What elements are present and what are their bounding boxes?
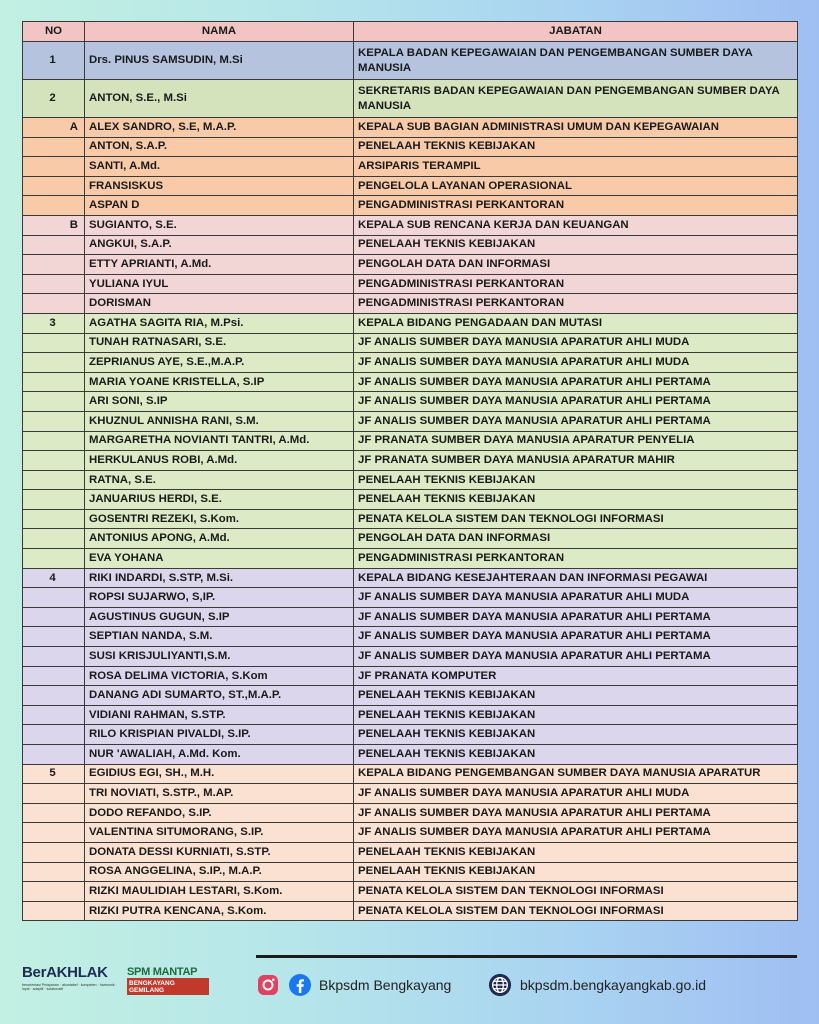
row-no-cell: [23, 823, 85, 843]
table-row: [23, 42, 798, 80]
row-jabatan-cell: JF ANALIS SUMBER DAYA MANUSIA APARATUR AHLI PERTAMA: [354, 647, 798, 667]
row-no-cell: B: [23, 215, 85, 235]
header-jabatan: JABATAN: [354, 22, 798, 42]
row-jabatan-cell: PENATA KELOLA SISTEM DAN TEKNOLOGI INFORMASI: [354, 509, 798, 529]
row-nama-cell: FRANSISKUS: [85, 176, 354, 196]
row-nama-cell: ANTONIUS APONG, A.Md.: [85, 529, 354, 549]
globe-icon: [488, 973, 512, 997]
row-nama-cell: RILO KRISPIAN PIVALDI, S.IP.: [85, 725, 354, 745]
row-nama-cell: YULIANA IYUL: [85, 274, 354, 294]
row-nama-cell: VALENTINA SITUMORANG, S.IP.: [85, 823, 354, 843]
row-nama-cell: ALEX SANDRO, S.E, M.A.P.: [85, 118, 354, 138]
row-nama-cell: SUGIANTO, S.E.: [85, 215, 354, 235]
table-row: [23, 353, 798, 373]
table-row: [23, 215, 798, 235]
table-row: [23, 470, 798, 490]
row-jabatan-cell: ARSIPARIS TERAMPIL: [354, 157, 798, 177]
row-nama-cell: MARGARETHA NOVIANTI TANTRI, A.Md.: [85, 431, 354, 451]
row-nama-cell: ETTY APRIANTI, A.Md.: [85, 255, 354, 275]
row-no-cell: [23, 392, 85, 412]
row-nama-cell: EVA YOHANA: [85, 549, 354, 569]
row-jabatan-cell: JF ANALIS SUMBER DAYA MANUSIA APARATUR AHLI PERTAMA: [354, 372, 798, 392]
table-row: [23, 255, 798, 275]
table-row: [23, 490, 798, 510]
table-row: [23, 803, 798, 823]
table-row: [23, 235, 798, 255]
row-no-cell: [23, 235, 85, 255]
row-jabatan-cell: PENGOLAH DATA DAN INFORMASI: [354, 255, 798, 275]
row-no-cell: [23, 686, 85, 706]
spm-mantap-logo: [127, 966, 209, 996]
table-row: [23, 274, 798, 294]
row-nama-cell: ARI SONI, S.IP: [85, 392, 354, 412]
row-no-cell: 1: [23, 42, 85, 80]
table-row: [23, 647, 798, 667]
row-nama-cell: Drs. PINUS SAMSUDIN, M.Si: [85, 42, 354, 80]
row-jabatan-cell: JF PRANATA SUMBER DAYA MANUSIA APARATUR PENYELIA: [354, 431, 798, 451]
table-row: [23, 588, 798, 608]
row-nama-cell: JANUARIUS HERDI, S.E.: [85, 490, 354, 510]
row-jabatan-cell: PENELAAH TEKNIS KEBIJAKAN: [354, 686, 798, 706]
row-no-cell: [23, 705, 85, 725]
row-jabatan-cell: JF PRANATA KOMPUTER: [354, 666, 798, 686]
row-no-cell: [23, 784, 85, 804]
table-row: [23, 118, 798, 138]
row-no-cell: [23, 431, 85, 451]
table-row: [23, 901, 798, 921]
website-url: bkpsdm.bengkayangkab.go.id: [520, 977, 707, 993]
row-jabatan-cell: KEPALA BIDANG PENGADAAN DAN MUTASI: [354, 313, 798, 333]
facebook-icon: [288, 973, 312, 997]
row-no-cell: [23, 588, 85, 608]
row-jabatan-cell: KEPALA SUB BAGIAN ADMINISTRASI UMUM DAN KEPEGAWAIAN: [354, 118, 798, 138]
row-no-cell: 2: [23, 80, 85, 118]
row-nama-cell: SUSI KRISJULIYANTI,S.M.: [85, 647, 354, 667]
row-jabatan-cell: KEPALA BADAN KEPEGAWAIAN DAN PENGEMBANGAN SUMBER DAYA MANUSIA: [354, 42, 798, 80]
row-no-cell: [23, 803, 85, 823]
row-jabatan-cell: JF ANALIS SUMBER DAYA MANUSIA APARATUR AHLI PERTAMA: [354, 803, 798, 823]
row-nama-cell: ZEPRIANUS AYE, S.E.,M.A.P.: [85, 353, 354, 373]
row-nama-cell: RIKI INDARDI, S.STP, M.Si.: [85, 568, 354, 588]
row-nama-cell: HERKULANUS ROBI, A.Md.: [85, 451, 354, 471]
row-no-cell: [23, 451, 85, 471]
row-no-cell: [23, 725, 85, 745]
table-row: [23, 509, 798, 529]
row-jabatan-cell: PENELAAH TEKNIS KEBIJAKAN: [354, 705, 798, 725]
row-jabatan-cell: PENGADMINISTRASI PERKANTORAN: [354, 549, 798, 569]
facebook-handle: Bkpsdm Bengkayang: [319, 977, 452, 993]
row-nama-cell: ROSA DELIMA VICTORIA, S.Kom: [85, 666, 354, 686]
table-row: [23, 176, 798, 196]
row-nama-cell: RATNA, S.E.: [85, 470, 354, 490]
row-no-cell: [23, 842, 85, 862]
row-nama-cell: RIZKI MAULIDIAH LESTARI, S.Kom.: [85, 882, 354, 902]
table-row: [23, 196, 798, 216]
row-no-cell: [23, 490, 85, 510]
table-row: [23, 137, 798, 157]
row-nama-cell: SANTI, A.Md.: [85, 157, 354, 177]
table-row: [23, 333, 798, 353]
table-header-row: [23, 22, 798, 42]
berakhlak-logo: [22, 964, 122, 1000]
row-jabatan-cell: JF ANALIS SUMBER DAYA MANUSIA APARATUR AHLI PERTAMA: [354, 607, 798, 627]
row-jabatan-cell: JF ANALIS SUMBER DAYA MANUSIA APARATUR AHLI MUDA: [354, 333, 798, 353]
row-no-cell: [23, 274, 85, 294]
row-no-cell: [23, 607, 85, 627]
row-no-cell: 4: [23, 568, 85, 588]
row-no-cell: [23, 647, 85, 667]
table-row: [23, 607, 798, 627]
footer-divider: [256, 955, 797, 958]
row-nama-cell: TUNAH RATNASARI, S.E.: [85, 333, 354, 353]
row-jabatan-cell: PENGADMINISTRASI PERKANTORAN: [354, 196, 798, 216]
row-no-cell: [23, 137, 85, 157]
table-row: [23, 80, 798, 118]
row-no-cell: [23, 196, 85, 216]
table-row: [23, 627, 798, 647]
row-nama-cell: TRI NOVIATI, S.STP., M.AP.: [85, 784, 354, 804]
row-jabatan-cell: KEPALA BIDANG PENGEMBANGAN SUMBER DAYA MANUSIA APARATUR: [354, 764, 798, 784]
instagram-link[interactable]: [256, 973, 280, 997]
row-no-cell: [23, 176, 85, 196]
table-row: [23, 686, 798, 706]
row-no-cell: [23, 882, 85, 902]
table-row: [23, 842, 798, 862]
row-no-cell: [23, 666, 85, 686]
table-row: [23, 764, 798, 784]
row-no-cell: 5: [23, 764, 85, 784]
row-jabatan-cell: PENGADMINISTRASI PERKANTORAN: [354, 274, 798, 294]
table-row: [23, 372, 798, 392]
row-jabatan-cell: JF ANALIS SUMBER DAYA MANUSIA APARATUR AHLI PERTAMA: [354, 627, 798, 647]
row-jabatan-cell: PENATA KELOLA SISTEM DAN TEKNOLOGI INFORMASI: [354, 882, 798, 902]
row-nama-cell: SEPTIAN NANDA, S.M.: [85, 627, 354, 647]
row-jabatan-cell: PENGOLAH DATA DAN INFORMASI: [354, 529, 798, 549]
row-jabatan-cell: PENELAAH TEKNIS KEBIJAKAN: [354, 470, 798, 490]
header-no: NO: [23, 22, 85, 42]
row-jabatan-cell: PENELAAH TEKNIS KEBIJAKAN: [354, 490, 798, 510]
row-nama-cell: DODO REFANDO, S.IP.: [85, 803, 354, 823]
row-jabatan-cell: JF PRANATA SUMBER DAYA MANUSIA APARATUR MAHIR: [354, 451, 798, 471]
row-nama-cell: EGIDIUS EGI, SH., M.H.: [85, 764, 354, 784]
row-no-cell: [23, 411, 85, 431]
row-jabatan-cell: JF ANALIS SUMBER DAYA MANUSIA APARATUR AHLI PERTAMA: [354, 823, 798, 843]
table-row: [23, 745, 798, 765]
table-row: [23, 157, 798, 177]
row-nama-cell: DORISMAN: [85, 294, 354, 314]
row-no-cell: [23, 862, 85, 882]
row-nama-cell: AGUSTINUS GUGUN, S.IP: [85, 607, 354, 627]
header-nama: NAMA: [85, 22, 354, 42]
row-no-cell: [23, 333, 85, 353]
row-jabatan-cell: JF ANALIS SUMBER DAYA MANUSIA APARATUR AHLI MUDA: [354, 353, 798, 373]
facebook-link[interactable]: [288, 973, 451, 997]
row-jabatan-cell: JF ANALIS SUMBER DAYA MANUSIA APARATUR AHLI PERTAMA: [354, 411, 798, 431]
row-no-cell: [23, 745, 85, 765]
row-jabatan-cell: KEPALA BIDANG KESEJAHTERAAN DAN INFORMASI PEGAWAI: [354, 568, 798, 588]
personnel-table-wrapper: [22, 21, 797, 921]
row-nama-cell: MARIA YOANE KRISTELLA, S.IP: [85, 372, 354, 392]
row-nama-cell: KHUZNUL ANNISHA RANI, S.M.: [85, 411, 354, 431]
table-row: [23, 882, 798, 902]
table-row: [23, 862, 798, 882]
table-body: [23, 42, 798, 921]
row-no-cell: 3: [23, 313, 85, 333]
row-jabatan-cell: PENELAAH TEKNIS KEBIJAKAN: [354, 725, 798, 745]
table-row: [23, 431, 798, 451]
row-jabatan-cell: KEPALA SUB RENCANA KERJA DAN KEUANGAN: [354, 215, 798, 235]
table-row: [23, 392, 798, 412]
table-row: [23, 823, 798, 843]
row-nama-cell: ANTON, S.E., M.Si: [85, 80, 354, 118]
row-no-cell: [23, 549, 85, 569]
row-jabatan-cell: JF ANALIS SUMBER DAYA MANUSIA APARATUR AHLI MUDA: [354, 588, 798, 608]
table-row: [23, 705, 798, 725]
website-link[interactable]: [488, 973, 706, 997]
berakhlak-logo-subtext: berorientasi Pelayanan · akuntabel · kompeten · harmonis · loyal · adaptif · kolaboratif: [22, 983, 117, 992]
row-no-cell: [23, 470, 85, 490]
personnel-table: [22, 21, 798, 921]
row-jabatan-cell: JF ANALIS SUMBER DAYA MANUSIA APARATUR AHLI MUDA: [354, 784, 798, 804]
row-jabatan-cell: PENELAAH TEKNIS KEBIJAKAN: [354, 842, 798, 862]
row-no-cell: [23, 372, 85, 392]
row-nama-cell: RIZKI PUTRA KENCANA, S.Kom.: [85, 901, 354, 921]
row-jabatan-cell: SEKRETARIS BADAN KEPEGAWAIAN DAN PENGEMBANGAN SUMBER DAYA MANUSIA: [354, 80, 798, 118]
row-nama-cell: ROSA ANGGELINA, S.IP., M.A.P.: [85, 862, 354, 882]
row-nama-cell: NUR 'AWALIAH, A.Md. Kom.: [85, 745, 354, 765]
row-no-cell: A: [23, 118, 85, 138]
berakhlak-logo-text: BerAKHLAK: [22, 964, 108, 981]
table-row: [23, 666, 798, 686]
row-jabatan-cell: PENELAAH TEKNIS KEBIJAKAN: [354, 137, 798, 157]
row-nama-cell: VIDIANI RAHMAN, S.STP.: [85, 705, 354, 725]
row-nama-cell: GOSENTRI REZEKI, S.Kom.: [85, 509, 354, 529]
spm-logo-subtitle: BENGKAYANG GEMILANG: [127, 979, 209, 995]
row-jabatan-cell: JF ANALIS SUMBER DAYA MANUSIA APARATUR AHLI PERTAMA: [354, 392, 798, 412]
row-jabatan-cell: PENGADMINISTRASI PERKANTORAN: [354, 294, 798, 314]
table-row: [23, 451, 798, 471]
table-row: [23, 411, 798, 431]
table-row: [23, 784, 798, 804]
table-row: [23, 529, 798, 549]
spm-logo-title: SPM MANTAP: [127, 966, 209, 979]
row-no-cell: [23, 509, 85, 529]
row-nama-cell: ANTON, S.A.P.: [85, 137, 354, 157]
row-no-cell: [23, 901, 85, 921]
row-jabatan-cell: PENGELOLA LAYANAN OPERASIONAL: [354, 176, 798, 196]
row-no-cell: [23, 255, 85, 275]
table-row: [23, 568, 798, 588]
row-nama-cell: ANGKUI, S.A.P.: [85, 235, 354, 255]
table-row: [23, 294, 798, 314]
table-row: [23, 549, 798, 569]
table-row: [23, 313, 798, 333]
row-nama-cell: DANANG ADI SUMARTO, ST.,M.A.P.: [85, 686, 354, 706]
row-no-cell: [23, 157, 85, 177]
row-nama-cell: ROPSI SUJARWO, S,IP.: [85, 588, 354, 608]
row-nama-cell: DONATA DESSI KURNIATI, S.STP.: [85, 842, 354, 862]
instagram-icon: [256, 973, 280, 997]
row-nama-cell: ASPAN D: [85, 196, 354, 216]
row-jabatan-cell: PENELAAH TEKNIS KEBIJAKAN: [354, 862, 798, 882]
row-jabatan-cell: PENELAAH TEKNIS KEBIJAKAN: [354, 235, 798, 255]
row-jabatan-cell: PENELAAH TEKNIS KEBIJAKAN: [354, 745, 798, 765]
table-row: [23, 725, 798, 745]
row-jabatan-cell: PENATA KELOLA SISTEM DAN TEKNOLOGI INFORMASI: [354, 901, 798, 921]
row-no-cell: [23, 353, 85, 373]
row-no-cell: [23, 627, 85, 647]
row-no-cell: [23, 529, 85, 549]
row-no-cell: [23, 294, 85, 314]
row-nama-cell: AGATHA SAGITA RIA, M.Psi.: [85, 313, 354, 333]
